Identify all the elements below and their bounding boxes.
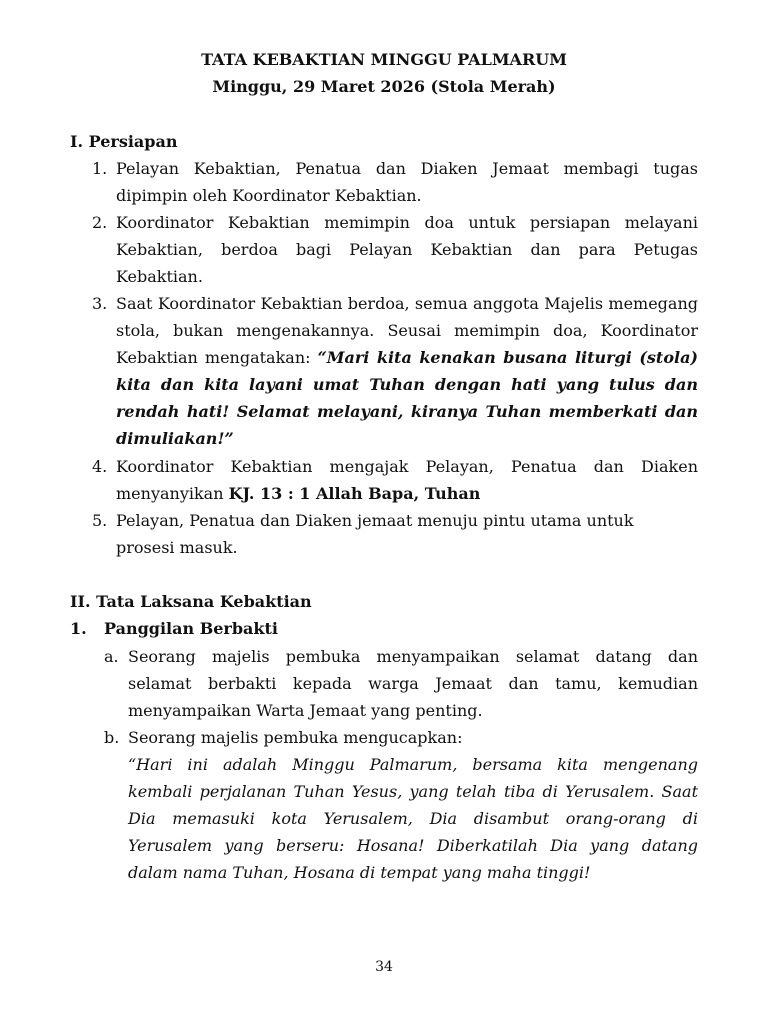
- list-item-text: Seorang majelis pembuka mengucapkan:: [128, 728, 463, 747]
- list-item-body: Koordinator Kebaktian mengajak Pelayan, Penatua dan Diaken menyanyikan: [116, 457, 698, 503]
- section-heading-tata-laksana: II. Tata Laksana Kebaktian: [70, 592, 312, 611]
- list-item-body: Saat Koordinator Kebaktian berdoa, semua anggota Majelis memegang stola, bukan mengenakannya. Seusai memimpin doa, Koordinator Kebaktian mengatakan:: [116, 294, 698, 367]
- list-item-number: 2.: [92, 213, 108, 232]
- list-item-letter: b.: [104, 728, 120, 747]
- liturgy-quote: “Hari ini adalah Minggu Palmarum, bersama kita mengenang kembali perjalanan Tuhan Yesus, yang telah tiba di Yerusalem. Saat Dia memasuki kota Yerusalem, Dia disambut orang-orang di Yerusalem yang berseru: Hosana! Diberkatilah Dia yang datang dalam nama Tuhan, Hosana di tempat yang maha tinggi!: [128, 755, 698, 882]
- list-item-text: Pelayan Kebaktian, Penatua dan Diaken Jemaat membagi tugas dipimpin oleh Koordinator Kebaktian.: [116, 159, 698, 205]
- list-item-text: Pelayan, Penatua dan Diaken jemaat menuju pintu utama untuk prosesi masuk.: [116, 511, 634, 557]
- list-item-text: [116, 453, 698, 507]
- hymn-reference: KJ. 13 : 1 Allah Bapa, Tuhan: [228, 484, 481, 503]
- document-title: TATA KEBAKTIAN MINGGU PALMARUM: [201, 50, 567, 69]
- list-item-letter: a.: [104, 647, 119, 666]
- list-item-text: Seorang majelis pembuka menyampaikan selamat datang dan selamat berbakti kepada warga Jemaat dan tamu, kemudian menyampaikan Warta Jemaat yang penting.: [128, 647, 698, 720]
- list-item-number: 3.: [92, 294, 108, 313]
- liturgy-quote: “Mari kita kenakan busana liturgi (stola) kita dan kita layani umat Tuhan dengan hati yang tulus dan rendah hati! Selamat melayani, kiranya Tuhan memberkati dan dimuliakan!”: [116, 348, 699, 448]
- list-item-text: [116, 290, 698, 452]
- subheading-number: 1.: [70, 619, 87, 638]
- list-item-number: 4.: [92, 457, 108, 476]
- list-item-number: 5.: [92, 511, 108, 530]
- list-item-number: 1.: [92, 159, 108, 178]
- page-number: 34: [375, 959, 393, 975]
- document-subtitle: Minggu, 29 Maret 2026 (Stola Merah): [212, 77, 556, 96]
- subheading-panggilan-berbakti: Panggilan Berbakti: [104, 619, 278, 638]
- section-heading-persiapan: I. Persiapan: [70, 132, 178, 151]
- list-item-text: Koordinator Kebaktian memimpin doa untuk persiapan melayani Kebaktian, berdoa bagi Pelayan Kebaktian dan para Petugas Kebaktian.: [116, 213, 698, 286]
